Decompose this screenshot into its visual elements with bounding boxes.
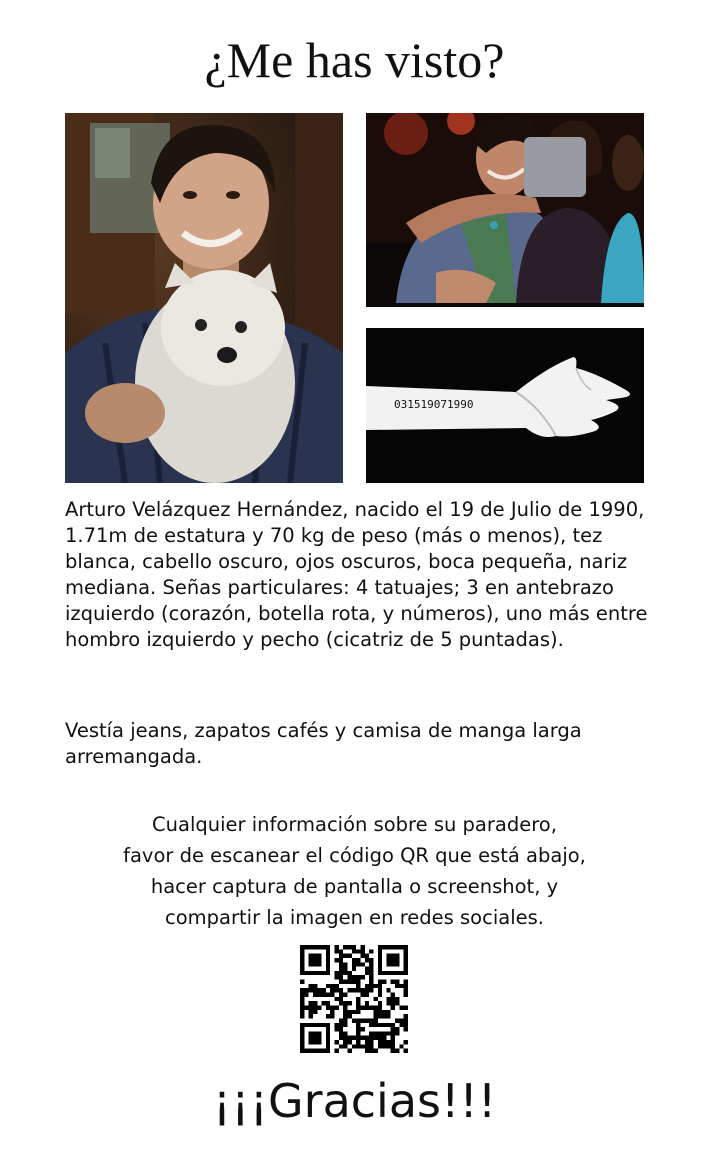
tattoo-numbers: 031519071990: [394, 398, 474, 411]
photo-arm-tattoo: [366, 328, 644, 483]
info-line: favor de escanear el código QR que está abajo,: [123, 844, 586, 867]
poster-title: ¿Me has visto?: [204, 32, 505, 88]
thanks-text: ¡¡¡Gracias!!!: [212, 1074, 497, 1128]
info-line: Cualquier información sobre su paradero,: [152, 813, 557, 836]
photo-man-with-dog: [65, 113, 343, 483]
qr-code[interactable]: [300, 945, 408, 1053]
description-paragraph: Arturo Velázquez Hernández, nacido el 19 de Julio de 1990, 1.71m de estatura y 70 kg de peso (más o menos), tez blanca, cabello oscuro, ojos oscuros, boca pequeña, nariz mediana. Señas particulares: 4 tatuajes; 3 en antebrazo izquierdo (corazón, botella rota, y números), uno más entre hombro izquierdo y pecho (cicatriz de 5 puntadas).: [65, 498, 648, 651]
photo-group-party: [366, 113, 644, 307]
info-line: compartir la imagen en redes sociales.: [165, 906, 544, 929]
clothing-paragraph: Vestía jeans, zapatos cafés y camisa de manga larga arremangada.: [65, 719, 582, 768]
info-block: [40, 809, 669, 933]
info-line: hacer captura de pantalla o screenshot, y: [150, 875, 559, 898]
